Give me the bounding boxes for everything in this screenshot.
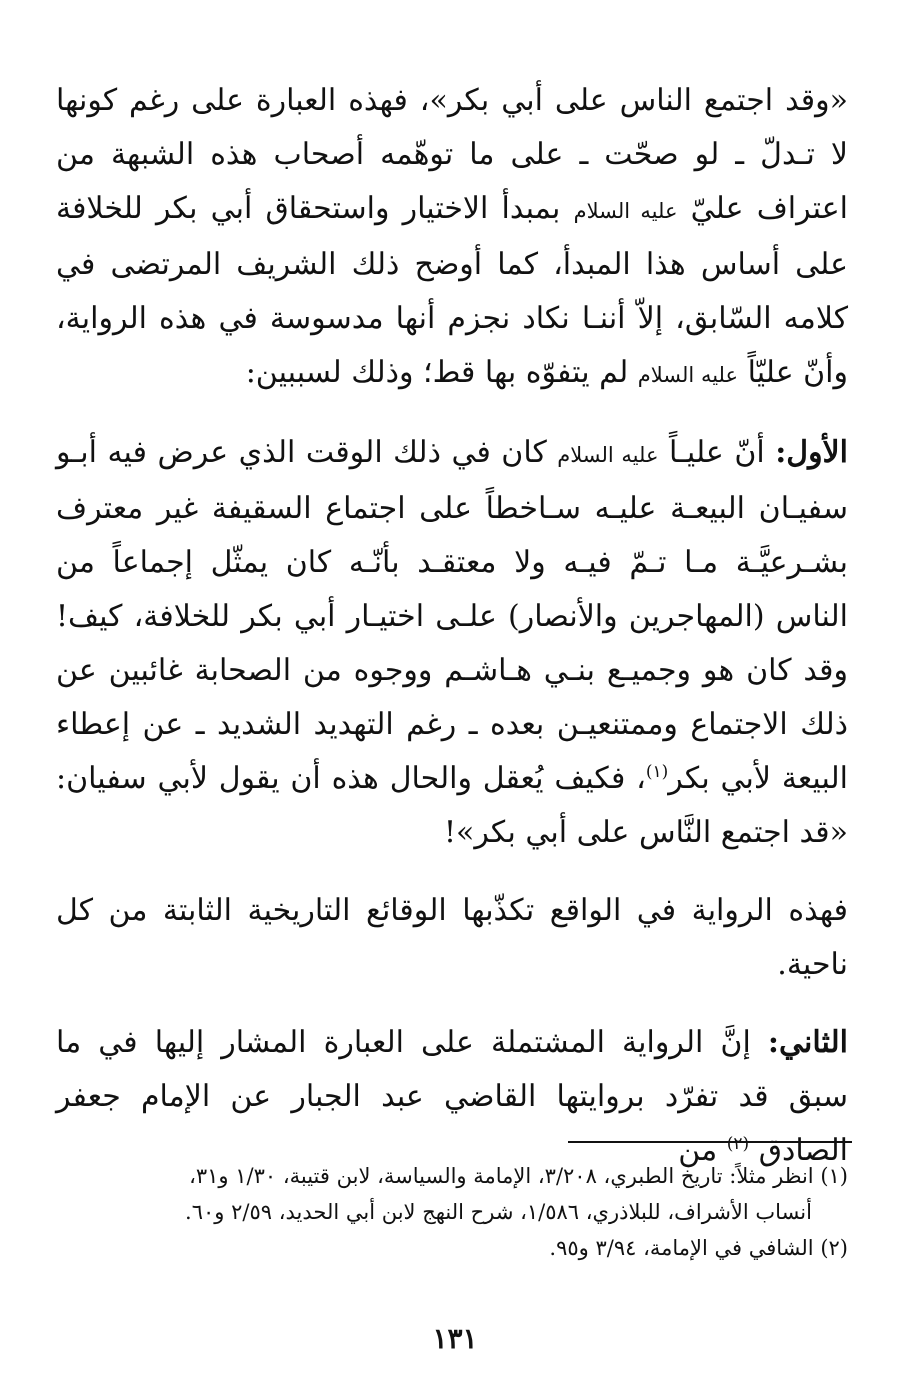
paragraph-4 — [56, 1016, 848, 1178]
main-text — [56, 74, 848, 1178]
paragraph-4-heading: الثاني: — [767, 1025, 848, 1060]
page-number: ١٣١ — [432, 1322, 478, 1355]
footnote-separator — [568, 1141, 852, 1143]
footnote-1-line-1: (١) انظر مثلاً: تاريخ الطبري، ٣/٢٠٨، الإمامة والسياسة، لابن قتيبة، ١/٣٠ و٣١، — [189, 1164, 848, 1188]
paragraph-2 — [56, 426, 848, 860]
paragraph-2-part-b: كان في ذلك الوقت الذي عرض فيه أبـو سفيـان البيعـة عليـه سـاخطاً على اجتماع السقيفة غير معترف بشـرعيَّـة مـا تـمّ فيـه ولا معتقـد بأنّـه كان يمثّل إجماعاً من الناس (المهاجرين والأنصار) علـى اختيـار أبي بكر للخلافة، كيف! وقد كان هو وجميـع بنـي هـاشـم ووجوه من الصحابة غائبين عن ذلك الاجتماع وممتنعيـن بعده ـ رغم التهديد الشديد ـ عن إعطاء البيعة لأبي بكر — [56, 435, 849, 796]
footnote-ref-1[interactable]: (١) — [645, 762, 669, 782]
paragraph-2-heading: الأول: — [775, 435, 849, 470]
paragraph-3-text: فهذه الرواية في الواقع تكذّبها الوقائع التاريخية الثابتة من كل ناحية. — [56, 893, 848, 982]
footnote-1-continued — [56, 1194, 848, 1230]
footnote-1-line-2: أنساب الأشراف، للبلاذري، ١/٥٨٦، شرح النهج لابن أبي الحديد، ٢/٥٩ و٦٠. — [185, 1200, 812, 1224]
paragraph-2-part-c: ، فكيف يُعقل والحال هذه أن يقول لأبي سفيان: «قد اجتمع النَّاس على أبي بكر»! — [56, 761, 848, 850]
footnote-ref-2[interactable]: (٢) — [726, 1134, 750, 1154]
paragraph-1-part-c: لم يتفوّه بها قط؛ وذلك لسببين: — [245, 355, 629, 390]
paragraph-3 — [56, 884, 848, 992]
honorific-mark: عليه السلام — [557, 443, 659, 467]
paragraph-2-part-a: أنّ عليـاً — [669, 435, 765, 470]
footnotes — [56, 1158, 848, 1266]
footnote-2 — [56, 1230, 848, 1266]
paragraph-1 — [56, 74, 848, 402]
footnote-1 — [56, 1158, 848, 1194]
honorific-mark: عليه السلام — [573, 199, 678, 223]
honorific-mark: عليه السلام — [637, 363, 739, 387]
paragraph-1-part-a: «وقد اجتمع الناس على أبي بكر»، فهذه العبارة على رغم كونها لا تـدلّ ـ لو صحّت ـ على ما توهّمه أصحاب هذه الشبهة من اعتراف عليّ — [56, 83, 848, 226]
paragraph-1-part-b: بمبدأ الاختيار واستحقاق أبي بكر للخلافة على أساس هذا المبدأ، كما أوضح ذلك الشريف المرتضى في كلامه السّابق، إلاّ أننـا نكاد نجزم أنها مدسوسة في هذه الرواية، وأنّ عليّاً — [56, 191, 848, 390]
paragraph-4-part-a: إنَّ الرواية المشتملة على العبارة المشار إليها في ما سبق قد تفرّد بروايتها القاضي عبد الجبار عن الإمام جعفر الصادق — [56, 1025, 848, 1168]
paragraph-4-part-b: من — [678, 1133, 718, 1168]
footnote-2-text: (٢) الشافي في الإمامة، ٣/٩٤ و٩٥. — [549, 1236, 848, 1260]
